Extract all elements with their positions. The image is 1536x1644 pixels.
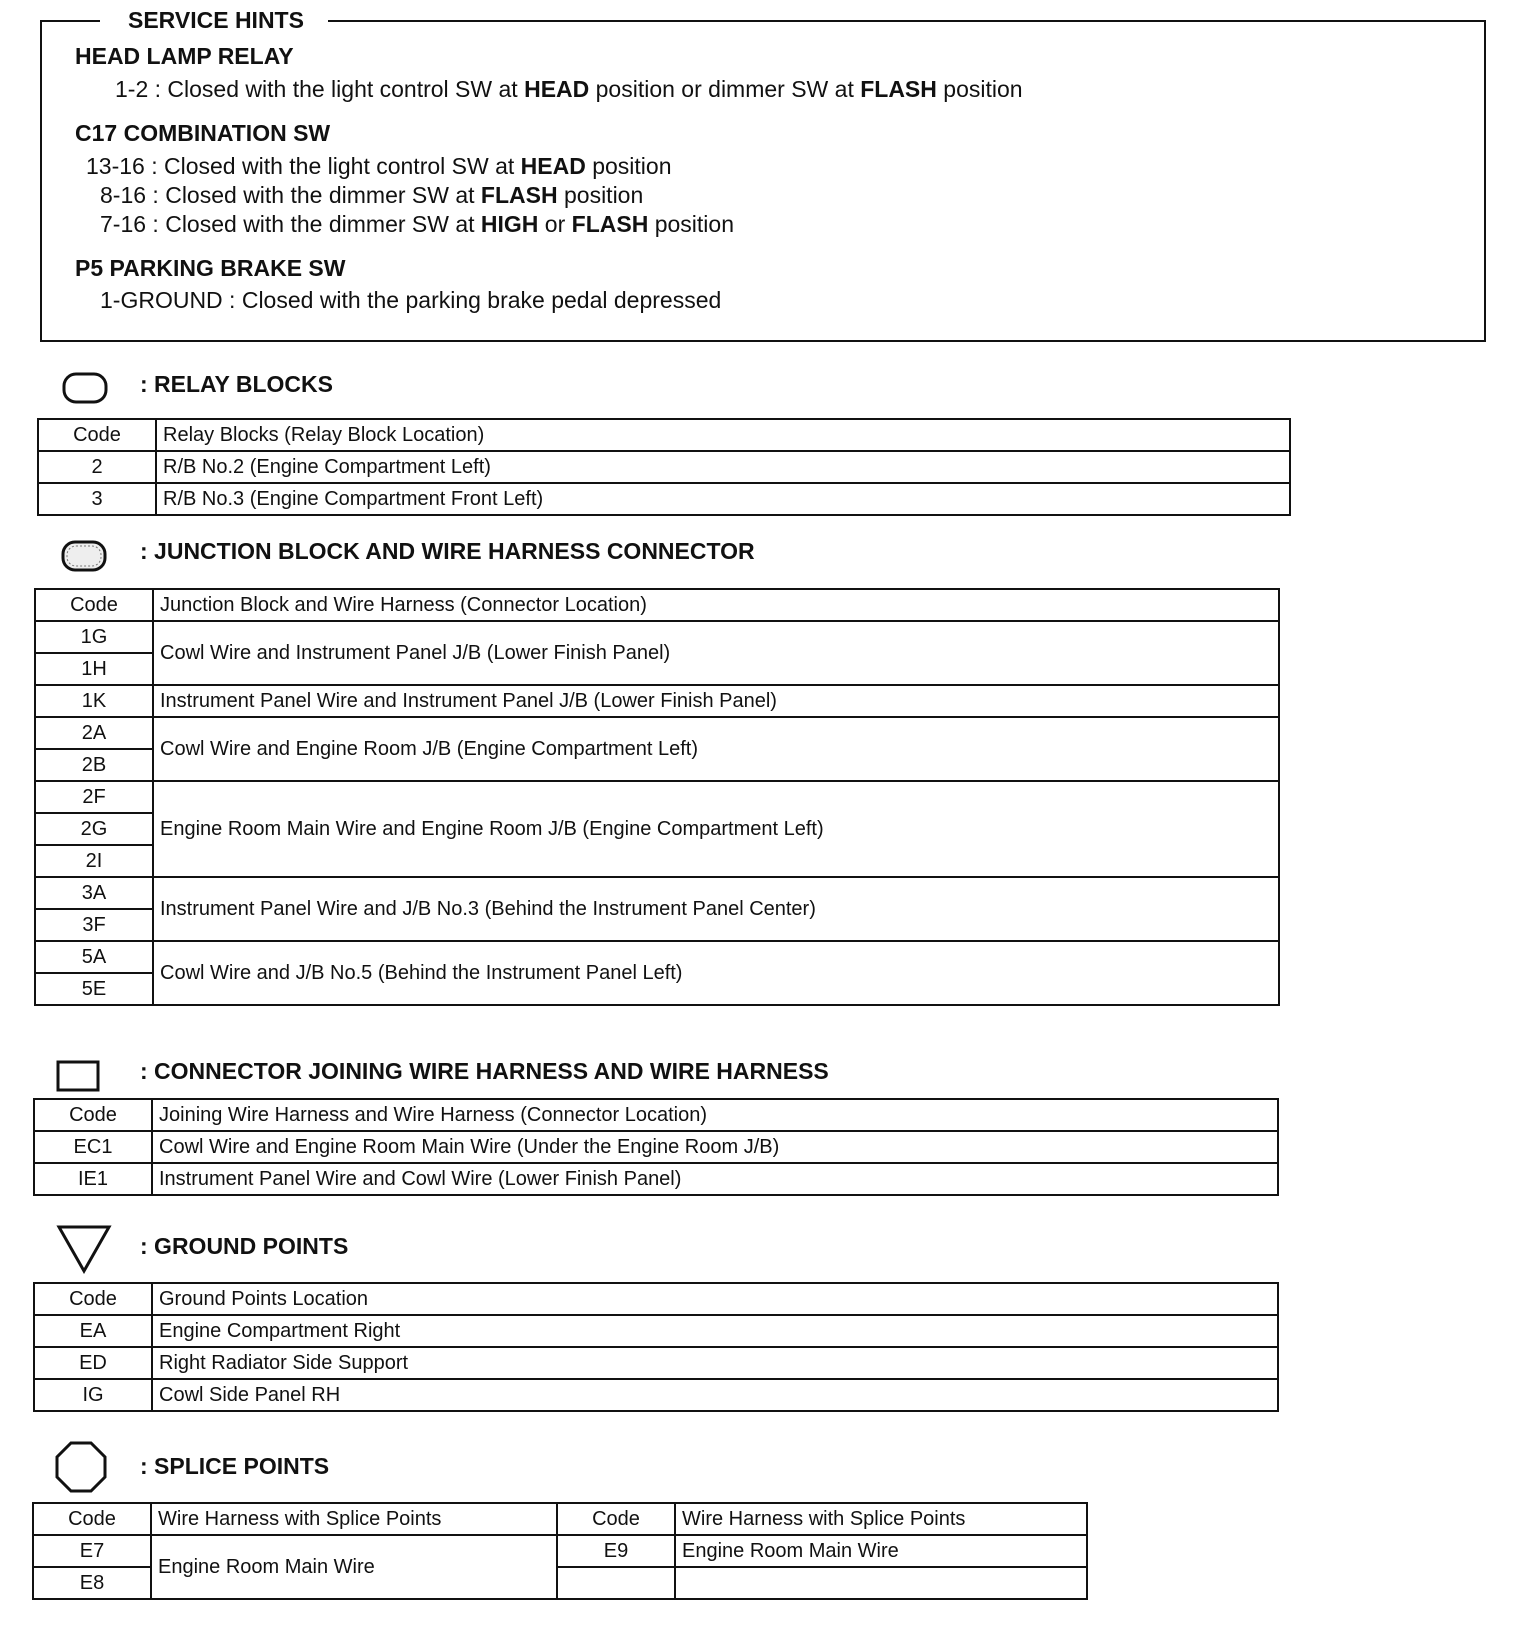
service-hints-title: SERVICE HINTS (100, 6, 328, 34)
code-cell: 2A (35, 717, 153, 749)
down-triangle-icon (56, 1224, 112, 1274)
code-cell: ED (34, 1347, 152, 1379)
table-header-cell: Code (557, 1503, 675, 1535)
combination-sw-hint-1: 13-16 : Closed with the light control SW at HEAD position (86, 153, 672, 179)
table-header-row (38, 419, 1290, 451)
head-lamp-relay-heading: HEAD LAMP RELAY (75, 43, 294, 69)
table-row (34, 1315, 1278, 1347)
table-row (35, 621, 1279, 653)
description-cell: Cowl Wire and J/B No.5 (Behind the Instrument Panel Left) (153, 941, 1279, 1005)
table-header-cell: Joining Wire Harness and Wire Harness (Connector Location) (152, 1099, 1278, 1131)
table-row (35, 877, 1279, 909)
ground-points-table (33, 1282, 1279, 1412)
connectors-table (33, 1098, 1279, 1196)
rounded-rectangle-icon (62, 372, 108, 404)
description-cell: Right Radiator Side Support (152, 1347, 1278, 1379)
table-row (34, 1131, 1278, 1163)
description-cell: Engine Room Main Wire (151, 1535, 557, 1599)
shaded-rounded-rectangle-icon (61, 540, 107, 572)
table-header-cell: Code (35, 589, 153, 621)
code-cell: E7 (33, 1535, 151, 1567)
connectors-heading: : CONNECTOR JOINING WIRE HARNESS AND WIRE HARNESS (140, 1058, 829, 1084)
code-cell: IE1 (34, 1163, 152, 1195)
description-cell: R/B No.3 (Engine Compartment Front Left) (156, 483, 1290, 515)
description-cell: Cowl Side Panel RH (152, 1379, 1278, 1411)
code-cell: 2B (35, 749, 153, 781)
table-row (34, 1163, 1278, 1195)
table-row (34, 1379, 1278, 1411)
parking-brake-sw-hint: 1-GROUND : Closed with the parking brake pedal depressed (100, 287, 722, 313)
relay-blocks-table (37, 418, 1291, 516)
table-header-cell: Ground Points Location (152, 1283, 1278, 1315)
code-cell: E8 (33, 1567, 151, 1599)
parking-brake-sw-heading: P5 PARKING BRAKE SW (75, 255, 346, 281)
splice-points-heading: : SPLICE POINTS (140, 1453, 330, 1479)
code-cell: 5E (35, 973, 153, 1005)
code-cell: EA (34, 1315, 152, 1347)
table-header-row (33, 1503, 1087, 1535)
description-cell: Instrument Panel Wire and J/B No.3 (Behind the Instrument Panel Center) (153, 877, 1279, 941)
relay-blocks-heading: : RELAY BLOCKS (140, 371, 333, 397)
description-cell: R/B No.2 (Engine Compartment Left) (156, 451, 1290, 483)
code-cell: 2I (35, 845, 153, 877)
table-row (33, 1535, 1087, 1567)
junction-blocks-heading: : JUNCTION BLOCK AND WIRE HARNESS CONNECTOR (140, 538, 755, 564)
splice-points-table (32, 1502, 1088, 1600)
code-cell: 3 (38, 483, 156, 515)
code-cell: 2 (38, 451, 156, 483)
code-cell: EC1 (34, 1131, 152, 1163)
table-header-cell: Code (34, 1283, 152, 1315)
combination-sw-heading: C17 COMBINATION SW (75, 120, 331, 146)
table-header-cell: Junction Block and Wire Harness (Connector Location) (153, 589, 1279, 621)
table-header-row (34, 1099, 1278, 1131)
head-lamp-relay-hint: 1-2 : Closed with the light control SW at HEAD position or dimmer SW at FLASH position (115, 76, 1023, 102)
table-row (35, 941, 1279, 973)
table-header-cell: Code (38, 419, 156, 451)
table-row (35, 685, 1279, 717)
description-cell: Cowl Wire and Engine Room Main Wire (Under the Engine Room J/B) (152, 1131, 1278, 1163)
table-header-cell: Code (34, 1099, 152, 1131)
code-cell: IG (34, 1379, 152, 1411)
table-header-cell: Wire Harness with Splice Points (151, 1503, 557, 1535)
rectangle-icon (56, 1060, 102, 1094)
table-header-row (34, 1283, 1278, 1315)
table-row (35, 781, 1279, 813)
table-row (34, 1347, 1278, 1379)
table-header-cell: Relay Blocks (Relay Block Location) (156, 419, 1290, 451)
code-cell: E9 (557, 1535, 675, 1567)
code-cell: 1H (35, 653, 153, 685)
code-cell: 1G (35, 621, 153, 653)
code-cell: 5A (35, 941, 153, 973)
code-cell: 2F (35, 781, 153, 813)
description-cell: Engine Compartment Right (152, 1315, 1278, 1347)
description-cell: Instrument Panel Wire and Instrument Panel J/B (Lower Finish Panel) (153, 685, 1279, 717)
ground-points-heading: : GROUND POINTS (140, 1233, 349, 1259)
code-cell: 2G (35, 813, 153, 845)
table-header-cell: Wire Harness with Splice Points (675, 1503, 1087, 1535)
table-row (38, 451, 1290, 483)
table-row (38, 483, 1290, 515)
empty-cell (557, 1567, 675, 1599)
table-header-cell: Code (33, 1503, 151, 1535)
description-cell: Cowl Wire and Instrument Panel J/B (Lower Finish Panel) (153, 621, 1279, 685)
description-cell: Engine Room Main Wire (675, 1535, 1087, 1567)
junction-blocks-table (34, 588, 1280, 1006)
empty-cell (675, 1567, 1087, 1599)
code-cell: 1K (35, 685, 153, 717)
combination-sw-hint-2: 8-16 : Closed with the dimmer SW at FLASH position (100, 182, 644, 208)
code-cell: 3A (35, 877, 153, 909)
octagon-icon (54, 1440, 108, 1494)
code-cell: 3F (35, 909, 153, 941)
description-cell: Instrument Panel Wire and Cowl Wire (Lower Finish Panel) (152, 1163, 1278, 1195)
table-row (35, 717, 1279, 749)
description-cell: Engine Room Main Wire and Engine Room J/B (Engine Compartment Left) (153, 781, 1279, 877)
description-cell: Cowl Wire and Engine Room J/B (Engine Compartment Left) (153, 717, 1279, 781)
combination-sw-hint-3: 7-16 : Closed with the dimmer SW at HIGH or FLASH position (100, 211, 734, 237)
table-header-row (35, 589, 1279, 621)
